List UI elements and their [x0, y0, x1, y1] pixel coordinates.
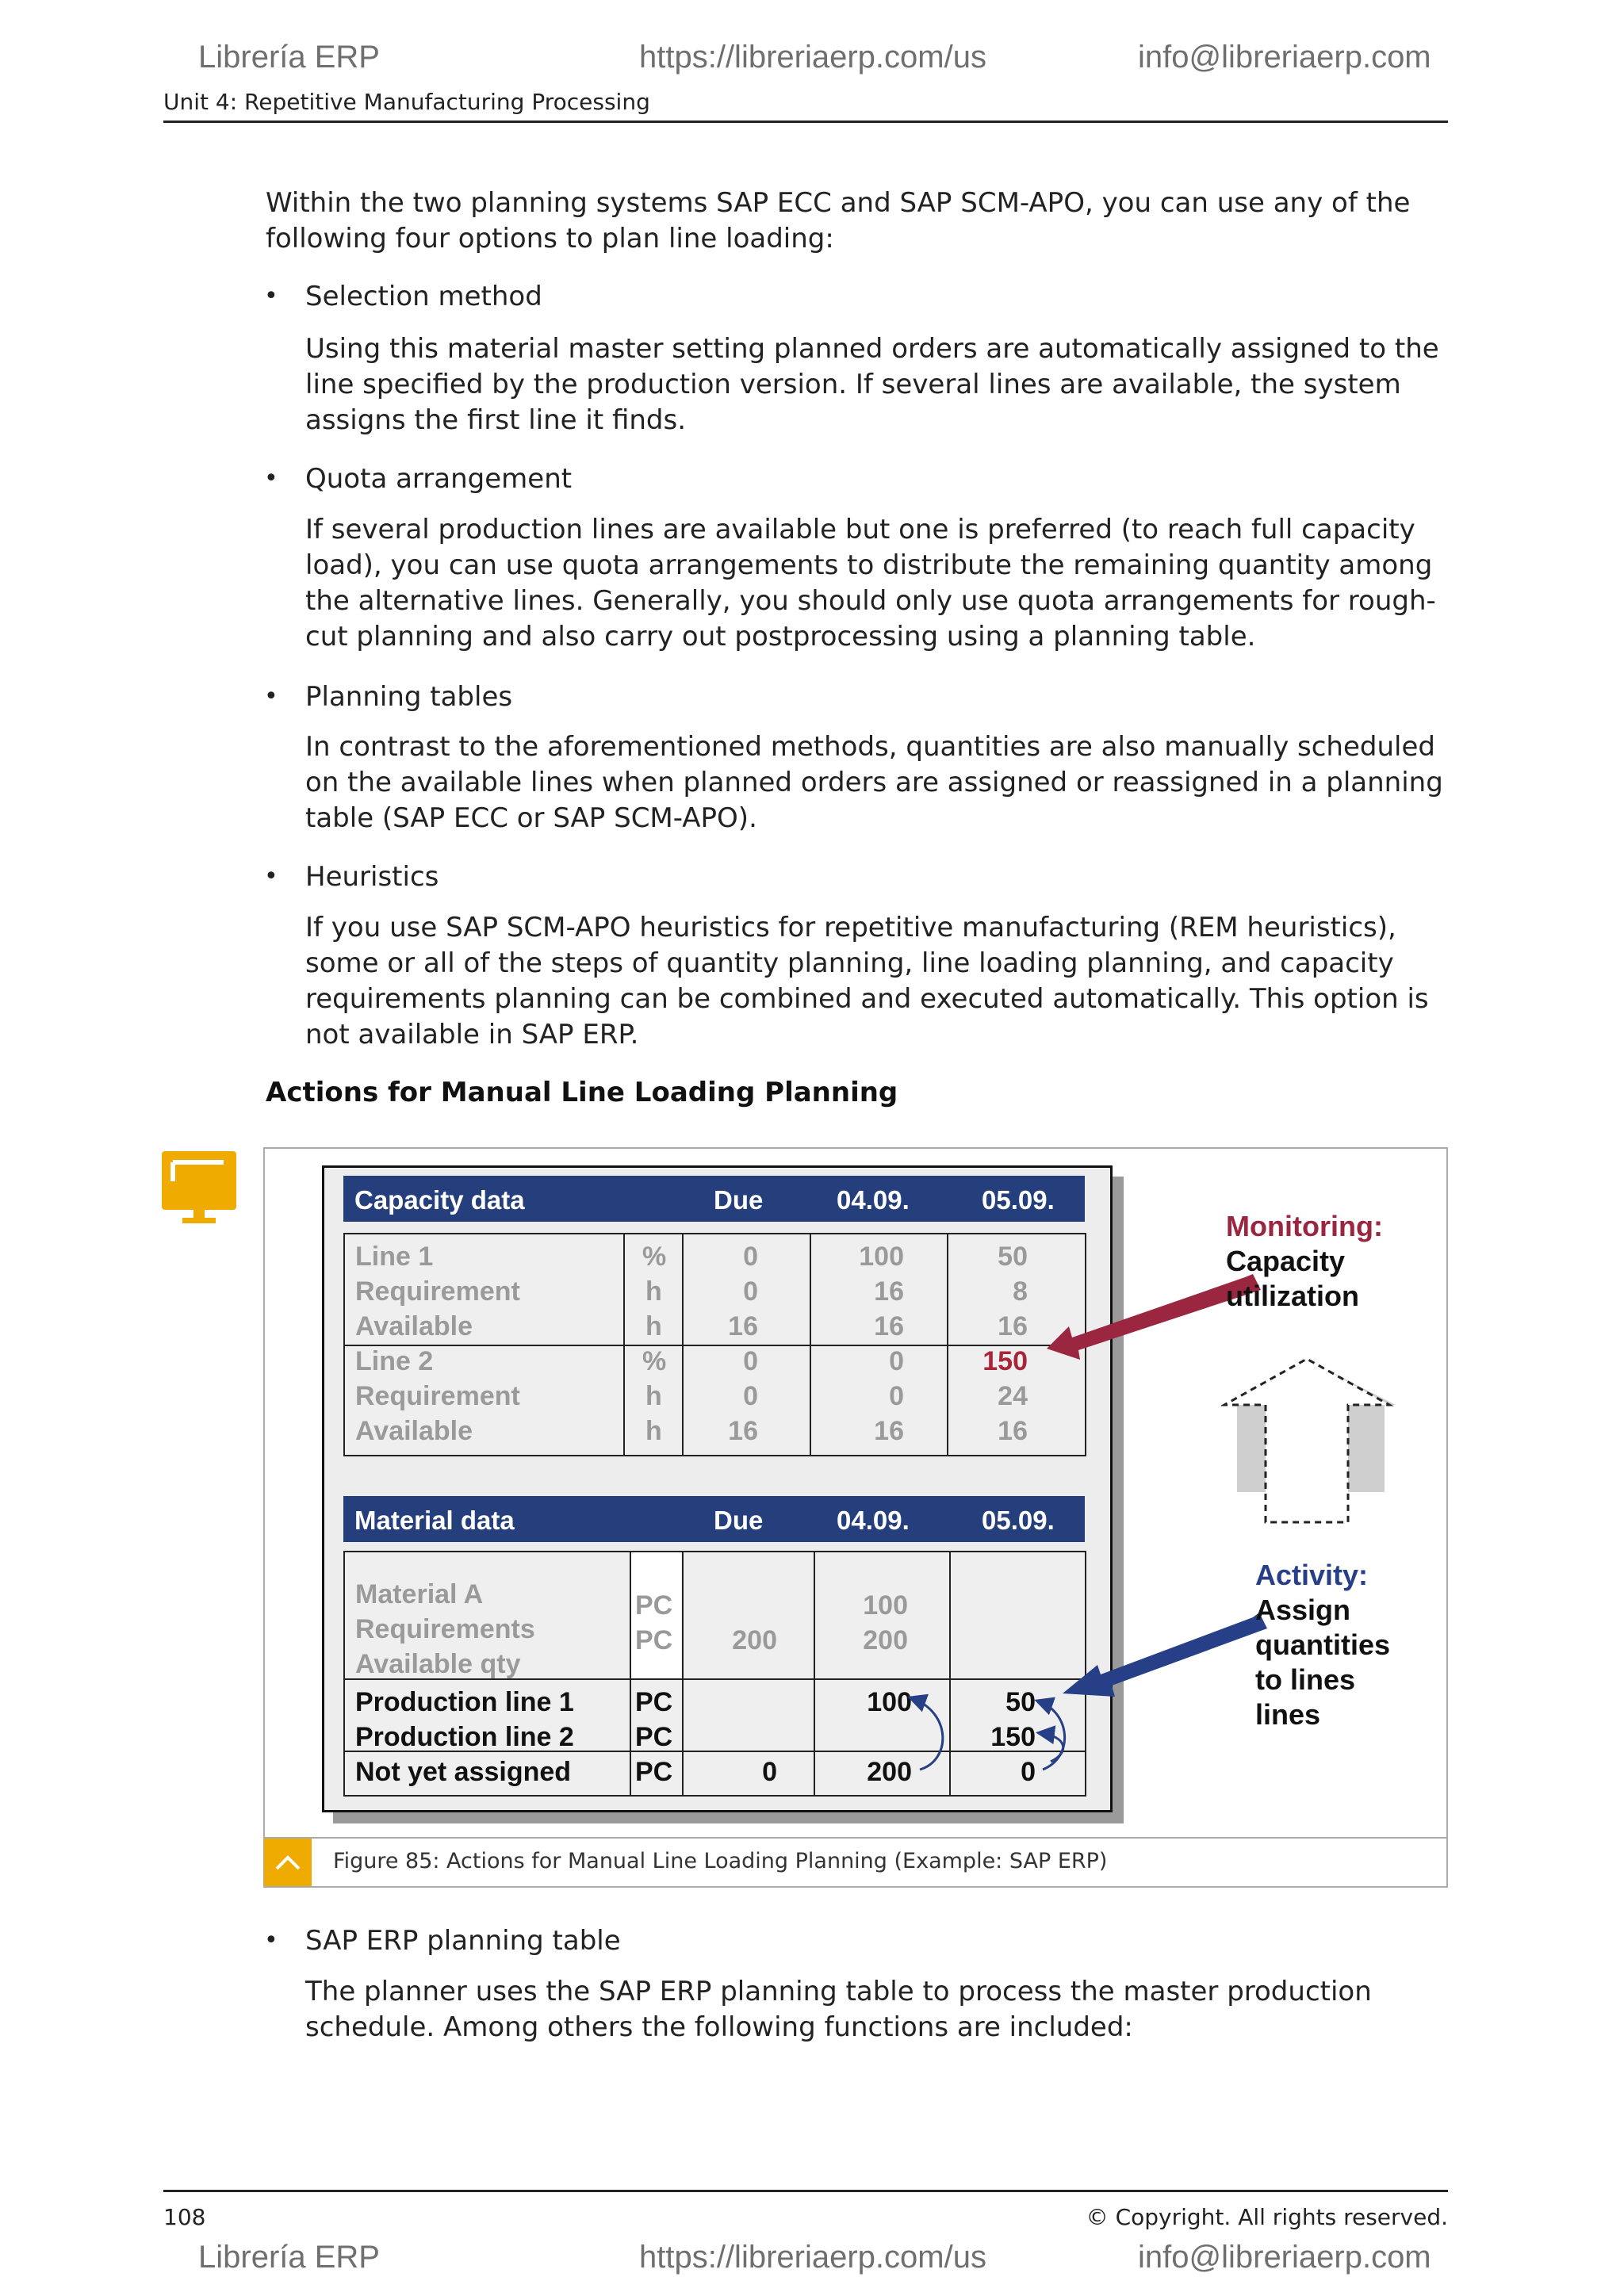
unit-title: Unit 4: Repetitive Manufacturing Processing [163, 89, 650, 115]
cap-row-label: Requirement [355, 1381, 520, 1411]
capacity-header [343, 1176, 1085, 1222]
cap-d1: 16 [874, 1276, 904, 1307]
material-header-due: Due [714, 1506, 764, 1535]
capacity-header-due: Due [714, 1185, 764, 1215]
cap-unit: % [642, 1346, 667, 1376]
cap-due: 0 [743, 1381, 758, 1411]
cap-unit: h [645, 1381, 662, 1411]
mat-unit: PC [635, 1625, 673, 1655]
grid-line [682, 1551, 684, 1797]
cap-row-label: Available [355, 1311, 473, 1341]
bullet-body: If you use SAP SCM-APO heuristics for repetitive manufacturing (REM heuristics), some or all of the steps of quantity planning, line loading planning, and capacity requirements planning can be combined and executed automatically. This option is not available in SAP ERP. [305, 912, 1429, 1050]
material-header-title: Material data [354, 1506, 515, 1535]
section-title: Actions for Manual Line Loading Planning [266, 1077, 898, 1108]
activity-title: Activity: [1255, 1559, 1369, 1591]
mat-due-unassigned: 0 [762, 1757, 777, 1787]
up-arrow-icon [1221, 1356, 1400, 1538]
bullet-dot: • [264, 282, 278, 310]
mat-d1: 200 [863, 1625, 908, 1655]
mat-unit: PC [635, 1687, 673, 1717]
watermark-url-bottom[interactable]: https://libreriaerp.com/us [639, 2240, 986, 2275]
watermark-email-top[interactable]: info@libreriaerp.com [1138, 40, 1431, 75]
bullet-dot: • [264, 1927, 278, 1954]
bullet-body: In contrast to the aforementioned methods, quantities are also manually scheduled on the available lines when planned orders are assigned or reassigned in a planning table (SAP ECC or SAP SCM-APO). [305, 731, 1443, 834]
cap-d2: 24 [998, 1381, 1028, 1411]
monitoring-text-2: utilization [1226, 1280, 1359, 1312]
material-header [343, 1496, 1085, 1542]
bullet-title: Planning tables [305, 681, 513, 713]
watermark-url-top[interactable]: https://libreriaerp.com/us [639, 40, 986, 75]
cap-d1: 0 [889, 1381, 904, 1411]
cap-unit: % [642, 1242, 667, 1272]
copyright: © Copyright. All rights reserved. [1086, 2204, 1448, 2230]
cap-d2: 16 [998, 1311, 1028, 1341]
cap-d1: 16 [874, 1311, 904, 1341]
mat-d2-line2: 150 [990, 1722, 1036, 1752]
cap-row-label: Line 1 [355, 1242, 434, 1272]
caption-collapse-button[interactable] [264, 1839, 312, 1886]
bullet-body: The planner uses the SAP ERP planning table to process the master production schedule. Among others the following functions are included: [305, 1976, 1372, 2043]
page-number: 108 [163, 2204, 206, 2230]
presentation-icon [160, 1150, 238, 1224]
intro-paragraph: Within the two planning systems SAP ECC and SAP SCM-APO, you can use any of the following four options to plan line loading: [266, 187, 1411, 254]
capacity-header-date2: 05.09. [982, 1185, 1055, 1215]
activity-text-3: to lines [1255, 1663, 1356, 1696]
cap-d1: 0 [889, 1346, 904, 1376]
mat-unit: PC [635, 1722, 673, 1752]
footer-rule [163, 2190, 1448, 2192]
activity-text-4: lines [1255, 1698, 1321, 1731]
grid-line [814, 1551, 815, 1797]
bullet-title: Selection method [305, 281, 542, 312]
cap-d1: 100 [859, 1242, 904, 1272]
watermark-email-bottom[interactable]: info@libreriaerp.com [1138, 2240, 1431, 2275]
cap-due: 16 [728, 1311, 758, 1341]
mat-row-label-line1: Production line 1 [355, 1687, 574, 1717]
cap-d1: 16 [874, 1416, 904, 1446]
capacity-header-date1: 04.09. [837, 1185, 910, 1215]
mat-unit: PC [635, 1590, 673, 1621]
cap-unit: h [645, 1276, 662, 1307]
mat-row-label: Requirements [355, 1614, 535, 1644]
cap-row-label: Line 2 [355, 1346, 434, 1376]
activity-text-1: Assign [1255, 1594, 1351, 1626]
bullet-body: If several production lines are available but one is preferred (to reach full capacity load), you can use quota arrangements to distribute the remaining quantity among the alternative lines. Generally, you should only use quota arrangements for rough-cut planning and also carry out postprocessing using a planning table. [305, 514, 1436, 652]
mat-d1-unassigned: 200 [867, 1757, 912, 1787]
watermark-brand-top: Librería ERP [198, 40, 380, 75]
mat-row-label: Material A [355, 1579, 484, 1609]
cap-due: 0 [743, 1276, 758, 1307]
material-header-date2: 05.09. [982, 1506, 1055, 1535]
cap-due: 16 [728, 1416, 758, 1446]
monitoring-title: Monitoring: [1226, 1210, 1383, 1242]
header-rule [163, 121, 1448, 123]
bullet-body: Using this material master setting planned orders are automatically assigned to the line specified by the production version. If several lines are available, the system assigns the first line it finds. [305, 333, 1439, 436]
cap-unit: h [645, 1311, 662, 1341]
figure-caption: Figure 85: Actions for Manual Line Loading Planning (Example: SAP ERP) [333, 1849, 1108, 1873]
mat-row-label-line2: Production line 2 [355, 1722, 574, 1752]
cap-d2: 16 [998, 1416, 1028, 1446]
watermark-brand-bottom: Librería ERP [198, 2240, 380, 2275]
mat-d2-line1: 50 [1005, 1687, 1036, 1717]
mat-d1: 100 [863, 1590, 908, 1621]
mat-row-label-unassigned: Not yet assigned [355, 1757, 572, 1787]
reassign-arrow-day1 [912, 1698, 943, 1770]
bullet-title: Heuristics [305, 861, 439, 893]
cap-d2: 8 [1013, 1276, 1028, 1307]
cap-d2-overload: 150 [982, 1346, 1028, 1376]
chevron-up-icon [264, 1839, 312, 1886]
cap-unit: h [645, 1416, 662, 1446]
material-header-date1: 04.09. [837, 1506, 910, 1535]
mat-unit: PC [635, 1757, 673, 1787]
mat-d2-unassigned: 0 [1021, 1757, 1036, 1787]
cap-row-label: Available [355, 1416, 473, 1446]
activity-arrow [1055, 1609, 1269, 1697]
capacity-header-title: Capacity data [354, 1185, 525, 1215]
cap-due: 0 [743, 1346, 758, 1376]
mat-due: 200 [732, 1625, 777, 1655]
cap-due: 0 [743, 1242, 758, 1272]
cap-d2: 50 [998, 1242, 1028, 1272]
bullet-dot: • [264, 465, 278, 492]
mat-row-label: Available qty [355, 1649, 521, 1679]
activity-text-2: quantities [1255, 1628, 1391, 1661]
bullet-title: SAP ERP planning table [305, 1925, 621, 1957]
reassign-arrows [872, 1681, 1078, 1792]
bullet-title: Quota arrangement [305, 463, 573, 495]
mat-d1-line1: 100 [867, 1687, 912, 1717]
bullet-dot: • [264, 683, 278, 710]
cap-row-label: Requirement [355, 1276, 520, 1307]
bullet-dot: • [264, 863, 278, 890]
monitoring-text-1: Capacity [1226, 1245, 1346, 1277]
